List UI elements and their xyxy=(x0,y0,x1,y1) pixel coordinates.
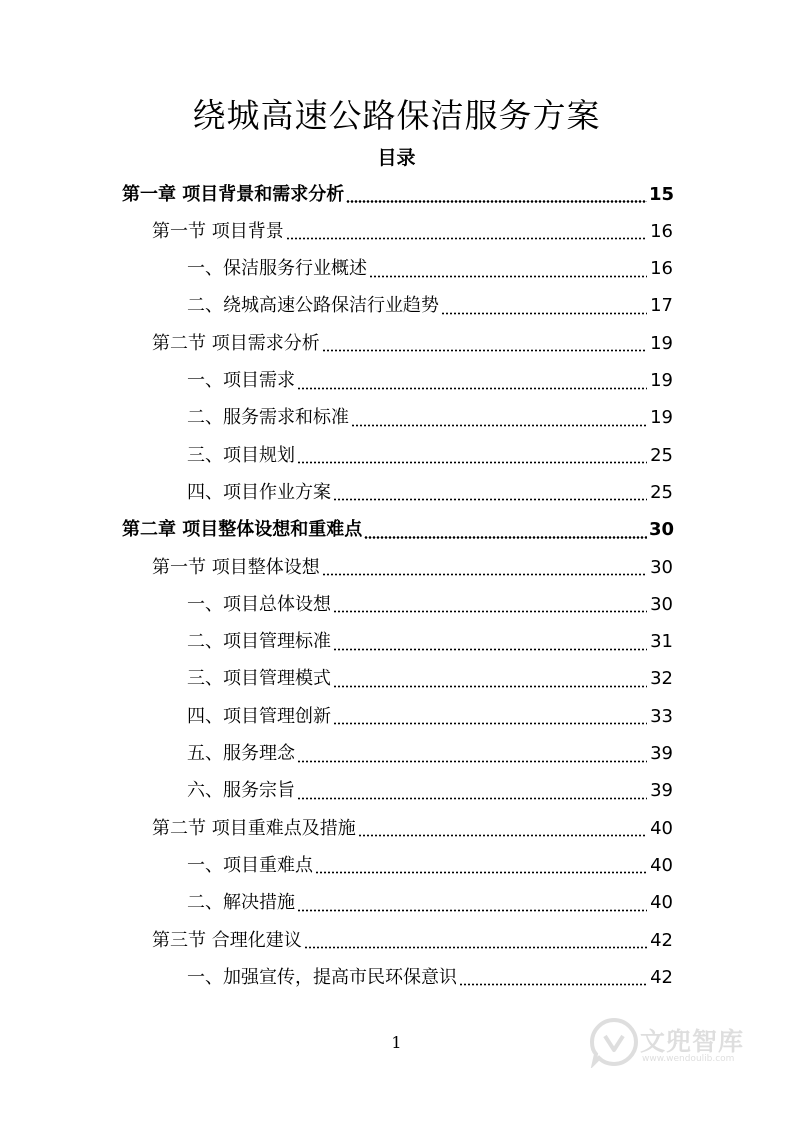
toc-entry-page: 32 xyxy=(650,668,673,690)
toc-dot-leader xyxy=(297,387,647,390)
toc-entry[interactable] xyxy=(187,661,673,698)
toc-entry-label: 二、项目管理标准 xyxy=(187,631,331,653)
toc-entry[interactable] xyxy=(187,363,673,400)
toc-entry-page: 19 xyxy=(650,370,673,391)
toc-entry-page: 16 xyxy=(650,220,673,242)
toc-entry[interactable] xyxy=(122,512,673,549)
toc-entry-label: 二、服务需求和标准 xyxy=(187,407,349,429)
toc-entry-label: 第一章 项目背景和需求分析 xyxy=(122,183,345,205)
toc-entry[interactable] xyxy=(152,213,673,250)
toc-dot-leader xyxy=(333,648,647,651)
toc-entry-label: 二、绕城高速公路保洁行业趋势 xyxy=(187,295,439,317)
toc-entry-label: 第三节 合理化建议 xyxy=(152,929,302,951)
toc-entry-page: 19 xyxy=(650,407,673,429)
document-title: 绕城高速公路保洁服务方案 xyxy=(192,96,601,135)
toc-dot-leader xyxy=(351,424,647,427)
toc-dot-leader xyxy=(369,275,647,278)
toc-entry[interactable] xyxy=(187,847,673,884)
toc-entry-label: 五、服务理念 xyxy=(187,743,295,764)
toc-entry-page: 42 xyxy=(650,929,673,951)
toc-dot-leader xyxy=(315,871,647,874)
toc-entry[interactable] xyxy=(187,736,673,773)
toc-entry-page: 17 xyxy=(650,295,673,317)
toc-entry-page: 40 xyxy=(650,892,673,914)
toc-entry[interactable] xyxy=(187,698,673,735)
toc-dot-leader xyxy=(441,312,647,315)
toc-entry-label: 二、解决措施 xyxy=(187,892,295,914)
toc-dot-leader xyxy=(333,610,647,613)
toc-entry[interactable] xyxy=(152,922,673,959)
toc-entry[interactable] xyxy=(187,251,673,288)
toc-entry-label: 第一节 项目整体设想 xyxy=(152,556,320,578)
toc-entry-page: 16 xyxy=(650,258,673,280)
toc-entry[interactable] xyxy=(187,773,673,810)
toc-entry-label: 一、项目重难点 xyxy=(187,854,313,876)
toc-entry[interactable] xyxy=(187,586,673,623)
toc-dot-leader xyxy=(346,200,647,203)
watermark xyxy=(588,1016,768,1072)
wendou-logo-icon xyxy=(588,1016,640,1068)
toc-entry-page: 15 xyxy=(649,183,675,205)
toc-entry-page: 33 xyxy=(650,705,673,727)
toc-entry-label: 四、项目管理创新 xyxy=(187,705,331,727)
toc-dot-leader xyxy=(333,722,647,725)
toc-dot-leader xyxy=(286,237,647,240)
toc-entry-page: 25 xyxy=(650,481,673,503)
toc-entry-label: 三、项目规划 xyxy=(187,444,295,466)
toc-dot-leader xyxy=(364,536,647,539)
toc-entry-label: 六、服务宗旨 xyxy=(187,780,295,802)
watermark-name: 文兜智库 xyxy=(640,1027,745,1056)
toc-entry[interactable] xyxy=(187,400,673,437)
toc-entry-label: 一、项目总体设想 xyxy=(187,593,331,615)
toc-dot-leader xyxy=(322,573,647,576)
toc-entry-page: 39 xyxy=(650,743,673,764)
toc-entry-page: 31 xyxy=(650,631,673,653)
toc-entry-label: 一、加强宣传，提高市民环保意识 xyxy=(187,966,457,988)
toc-entry-label: 第二节 项目需求分析 xyxy=(152,332,320,354)
toc-entry-label: 一、保洁服务行业概述 xyxy=(187,258,367,280)
toc-dot-leader xyxy=(333,685,647,688)
toc-entry-page: 30 xyxy=(650,556,673,578)
toc-entry[interactable] xyxy=(122,176,673,213)
toc-dot-leader xyxy=(297,760,647,763)
watermark-url: www.wendoulib.com xyxy=(642,1054,735,1064)
toc-entry[interactable] xyxy=(152,810,673,847)
toc-entry-label: 一、项目需求 xyxy=(187,370,295,391)
toc-entry-page: 40 xyxy=(650,817,673,839)
toc-entry[interactable] xyxy=(152,549,673,586)
toc-entry-page: 19 xyxy=(650,332,673,354)
toc-entry-page: 39 xyxy=(650,780,673,802)
toc-dot-leader xyxy=(297,797,647,800)
toc-dot-leader xyxy=(333,498,647,501)
page-number: 1 xyxy=(391,1033,402,1052)
toc-heading: 目录 xyxy=(377,147,416,169)
toc-entry-page: 25 xyxy=(650,444,673,466)
toc-entry-label: 第二章 项目整体设想和重难点 xyxy=(122,519,363,541)
toc-entry[interactable] xyxy=(187,885,673,922)
toc-dot-leader xyxy=(297,461,647,464)
toc-entry-page: 30 xyxy=(650,593,673,615)
toc-entry-page: 42 xyxy=(650,966,673,988)
toc-entry-page: 40 xyxy=(650,854,673,876)
toc-entry[interactable] xyxy=(187,288,673,325)
toc-dot-leader xyxy=(459,983,647,986)
toc-entry[interactable] xyxy=(187,624,673,661)
toc-entry-label: 四、项目作业方案 xyxy=(187,481,331,503)
toc-entry-page: 30 xyxy=(649,519,675,541)
toc-entry[interactable] xyxy=(187,959,673,996)
toc-entry[interactable] xyxy=(187,474,673,511)
toc-dot-leader xyxy=(304,946,647,949)
toc-entry[interactable] xyxy=(152,325,673,362)
toc-entry-label: 三、项目管理模式 xyxy=(187,668,331,690)
toc-dot-leader xyxy=(297,909,647,912)
toc-dot-leader xyxy=(322,349,647,352)
toc-entry-label: 第一节 项目背景 xyxy=(152,220,284,242)
toc-entry[interactable] xyxy=(187,437,673,474)
toc-dot-leader xyxy=(358,834,647,837)
toc-entry-label: 第二节 项目重难点及措施 xyxy=(152,817,356,839)
